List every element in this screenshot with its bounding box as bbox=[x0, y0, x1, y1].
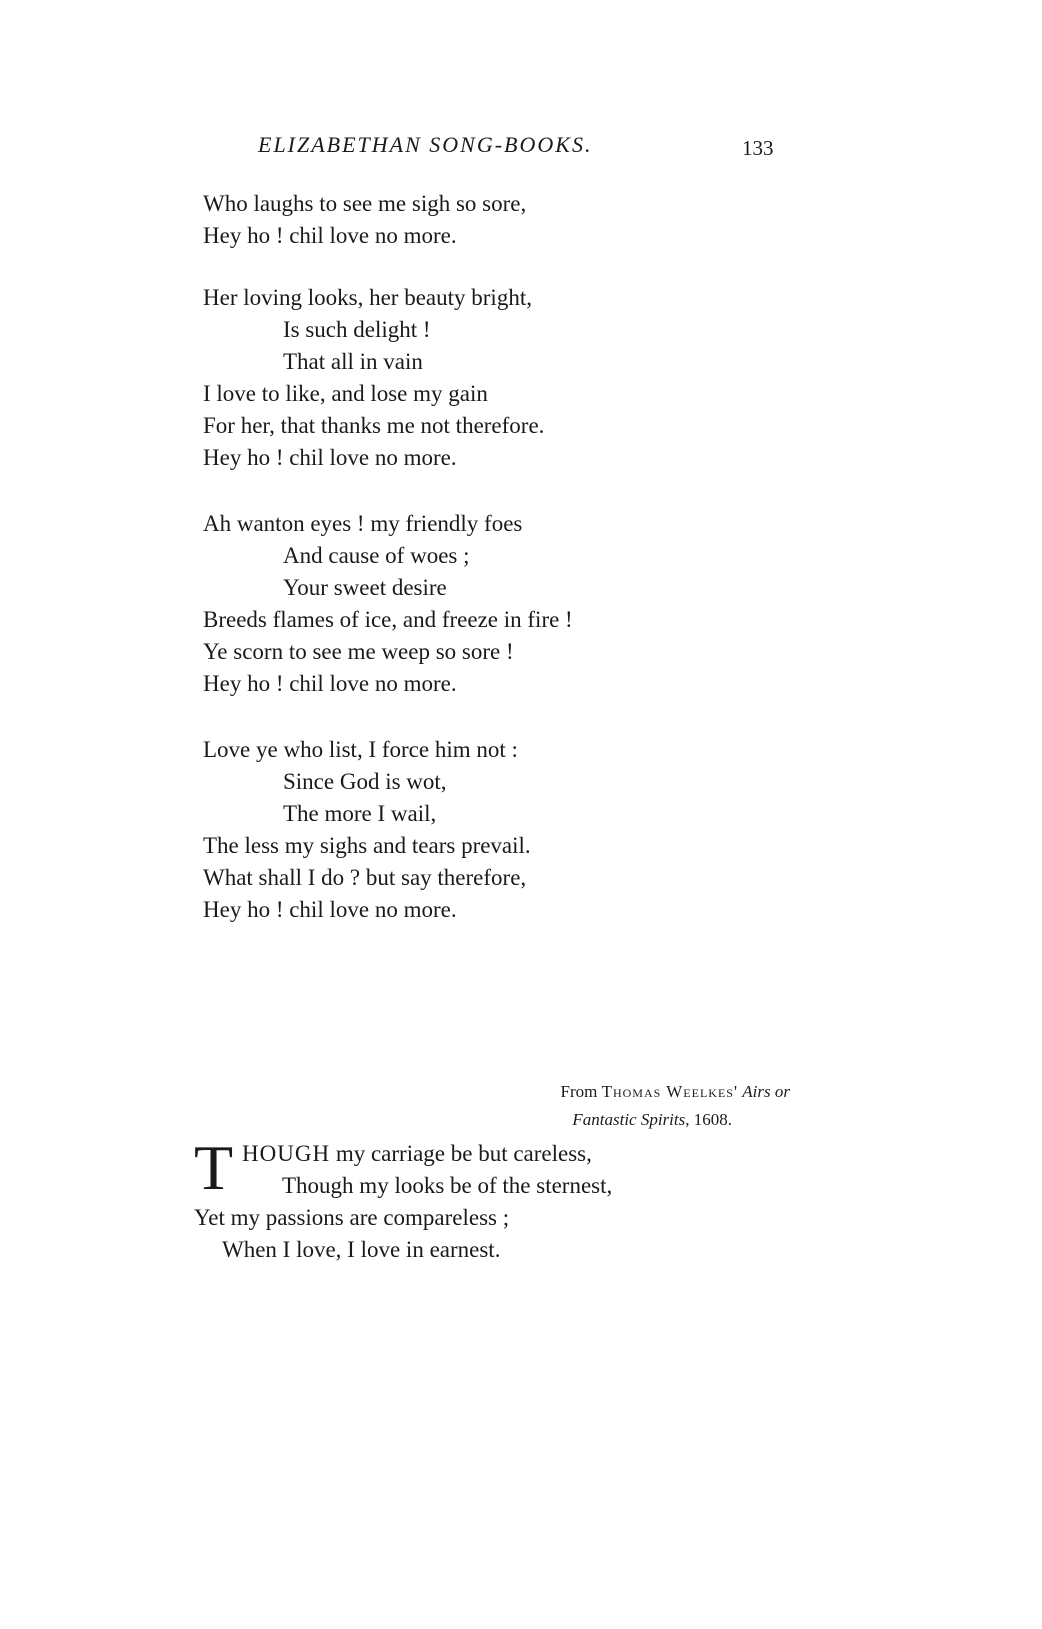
attribution-title-part1: Airs or bbox=[742, 1082, 790, 1101]
poem-line: What shall I do ? but say therefore, bbox=[203, 865, 527, 890]
poem-line: I love to like, and lose my gain bbox=[203, 381, 488, 406]
poem-refrain: Hey ho ! chil love no more. bbox=[203, 671, 457, 696]
first-word-caps: HOUGH bbox=[242, 1141, 331, 1166]
attribution-line-2 bbox=[340, 1106, 790, 1134]
first-line-rest: my carriage be but careless, bbox=[330, 1141, 592, 1166]
page-number: 133 bbox=[742, 136, 774, 160]
drop-cap: T bbox=[194, 1132, 234, 1203]
poem-refrain: Hey ho ! chil love no more. bbox=[203, 445, 457, 470]
attribution-year: , 1608. bbox=[685, 1110, 732, 1129]
poem-line: Breeds flames of ice, and freeze in fire ! bbox=[203, 607, 573, 632]
poem-line: Who laughs to see me sigh so sore, bbox=[203, 191, 527, 216]
poem-line: Her loving looks, her beauty bright, bbox=[203, 285, 532, 310]
poem-line: Love ye who list, I force him not : bbox=[203, 737, 518, 762]
poem-line-indented: Your sweet desire bbox=[283, 575, 447, 600]
stanza-4 bbox=[203, 734, 531, 926]
poem-line: For her, that thanks me not therefore. bbox=[203, 413, 545, 438]
second-poem bbox=[194, 1132, 613, 1266]
attribution-author: Thomas Weelkes' bbox=[601, 1082, 739, 1101]
attribution-title-part2: Fantastic Spirits bbox=[572, 1110, 686, 1129]
poem-line: Ye scorn to see me weep so sore ! bbox=[203, 639, 514, 664]
poem-line: When I love, I love in earnest. bbox=[222, 1237, 501, 1262]
poem-line-indented: That all in vain bbox=[283, 349, 423, 374]
stanza-2 bbox=[203, 282, 544, 474]
poem-line: Yet my passions are compareless ; bbox=[194, 1205, 510, 1230]
poem-line-indented: And cause of woes ; bbox=[283, 543, 470, 568]
stanza-3 bbox=[203, 508, 573, 700]
attribution-prefix: From bbox=[560, 1082, 598, 1101]
poem-line-indented: Is such delight ! bbox=[283, 317, 431, 342]
poem-line: The less my sighs and tears prevail. bbox=[203, 833, 531, 858]
poem-refrain: Hey ho ! chil love no more. bbox=[203, 223, 457, 248]
poem-line: Though my looks be of the sternest, bbox=[282, 1173, 613, 1198]
poem-line-indented: The more I wail, bbox=[283, 801, 437, 826]
running-title: ELIZABETHAN SONG-BOOKS. bbox=[258, 132, 593, 157]
stanza-1 bbox=[203, 188, 526, 252]
poem-refrain: Hey ho ! chil love no more. bbox=[203, 897, 457, 922]
source-attribution bbox=[340, 1078, 790, 1134]
attribution-line-1 bbox=[561, 1082, 791, 1101]
poem-line: Ah wanton eyes ! my friendly foes bbox=[203, 511, 523, 536]
poem-line-indented: Since God is wot, bbox=[283, 769, 447, 794]
